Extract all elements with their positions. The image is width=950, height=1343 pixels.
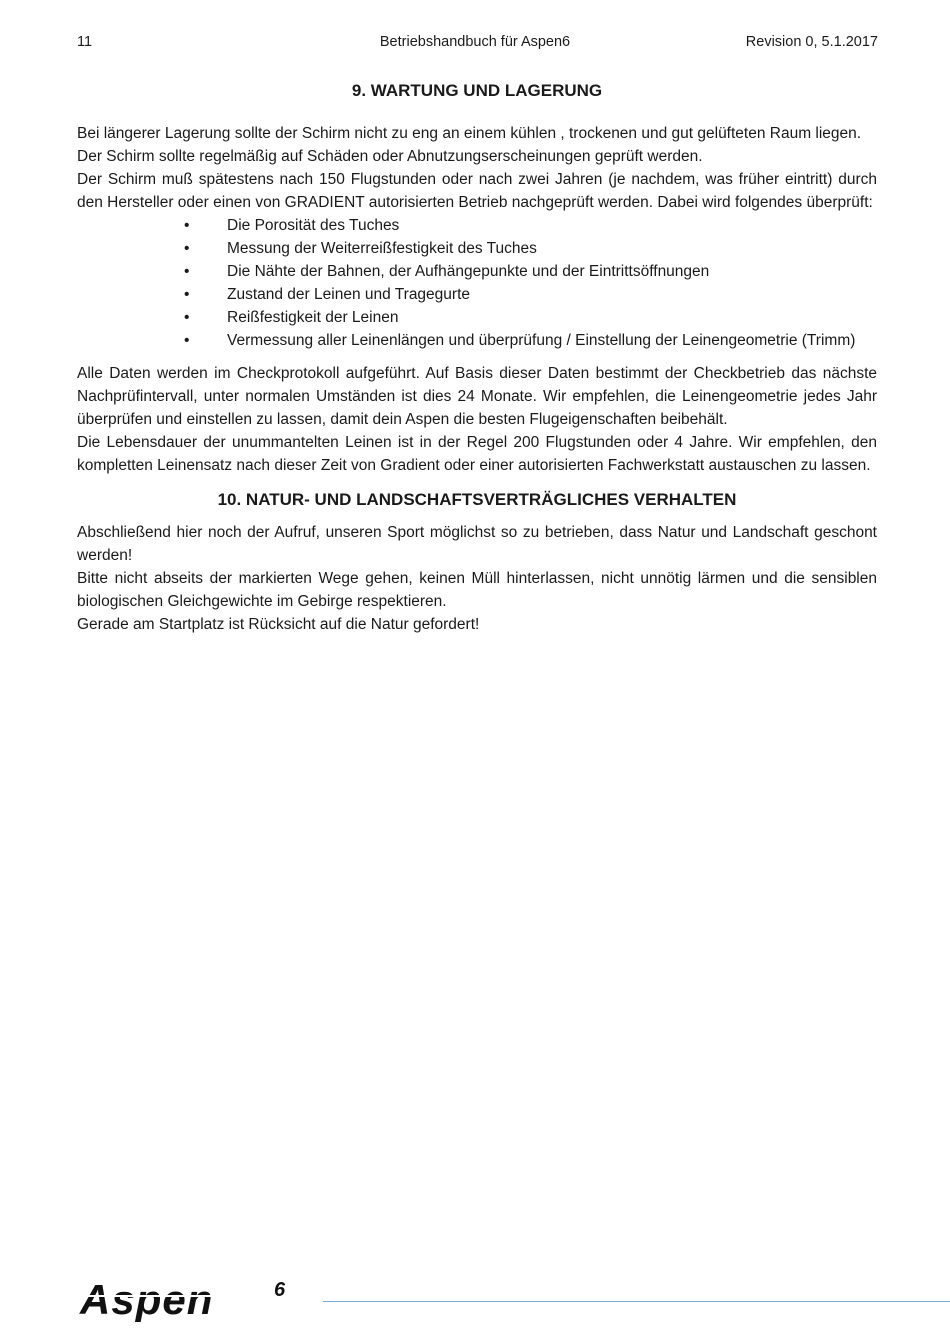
list-item — [77, 329, 877, 352]
bullet-icon: • — [184, 332, 190, 349]
footer-divider — [323, 1301, 950, 1302]
list-item — [77, 214, 877, 237]
paragraph: Abschließend hier noch der Aufruf, unseren Sport möglichst so zu betrieben, dass Natur und Landschaft geschont werden! — [77, 524, 877, 564]
document-title: Betriebshandbuch für Aspen6 — [379, 34, 571, 50]
paragraph: Der Schirm muß spätestens nach 150 Flugstunden oder nach zwei Jahren (je nachdem, was früher eintritt) durch den Hersteller oder einen von GRADIENT autorisierten Betrieb nachgeprüft werden. Dabei wird folgendes überprüft: — [77, 171, 877, 211]
list-item-text: Die Nähte der Bahnen, der Aufhängepunkte und der Eintrittsöffnungen — [227, 263, 710, 280]
check-list — [77, 214, 877, 352]
logo-superscript: 6 — [274, 1279, 286, 1301]
paragraph: Alle Daten werden im Checkprotokoll aufgeführt. Auf Basis dieser Daten bestimmt der Checkbetrieb das nächste Nachprüfintervall, unter normalen Umständen ist dies 24 Monate. Wir empfehlen, die Leinengeometrie jedes Jahr überprüfen und einstellen zu lassen, damit dein Aspen die besten Flugeigenschaften beibehält. — [77, 365, 877, 428]
revision-label: Revision 0, 5.1.2017 — [745, 34, 878, 50]
bullet-icon: • — [184, 309, 190, 326]
list-item — [77, 260, 877, 283]
bullet-icon: • — [184, 286, 190, 303]
list-item-text: Reißfestigkeit der Leinen — [227, 309, 399, 326]
bullet-icon: • — [184, 263, 190, 280]
page-content — [77, 78, 877, 636]
list-item-text: Zustand der Leinen und Tragegurte — [227, 286, 471, 303]
list-item — [77, 306, 877, 329]
logo-text: Aspen — [80, 1276, 214, 1322]
bullet-icon: • — [184, 240, 190, 257]
paragraph: Gerade am Startplatz ist Rücksicht auf die Natur gefordert! — [77, 616, 480, 633]
list-item-text: Die Porosität des Tuches — [227, 217, 400, 234]
paragraph: Die Lebensdauer der unummantelten Leinen ist in der Regel 200 Flugstunden oder 4 Jahre. Wir empfehlen, den kompletten Leinensatz nach dieser Zeit von Gradient oder einer autorisierten Fachwerkstatt austauschen zu lassen. — [77, 434, 877, 474]
list-item — [77, 283, 877, 306]
section-10-heading: 10. NATUR- UND LANDSCHAFTSVERTRÄGLICHES VERHALTEN — [217, 490, 737, 509]
paragraph: Bei längerer Lagerung sollte der Schirm nicht zu eng an einem kühlen , trockenen und gut gelüfteten Raum liegen. — [77, 125, 862, 142]
list-item — [77, 237, 877, 260]
section-9-heading: 9. WARTUNG UND LAGERUNG — [351, 81, 603, 100]
list-item-text: Messung der Weiterreißfestigkeit des Tuches — [227, 240, 537, 257]
paragraph: Bitte nicht abseits der markierten Wege gehen, keinen Müll hinterlassen, nicht unnötig lärmen und die sensiblen biologischen Gleichgewichte im Gebirge respektieren. — [77, 570, 877, 610]
list-item-text: Vermessung aller Leinenlängen und überprüfung / Einstellung der Leinengeometrie (Trimm) — [227, 332, 856, 349]
bullet-icon: • — [184, 217, 190, 234]
paragraph: Der Schirm sollte regelmäßig auf Schäden oder Abnutzungserscheinungen geprüft werden. — [77, 148, 703, 165]
aspen6-logo — [76, 1276, 326, 1322]
page-number: 11 — [77, 34, 93, 50]
